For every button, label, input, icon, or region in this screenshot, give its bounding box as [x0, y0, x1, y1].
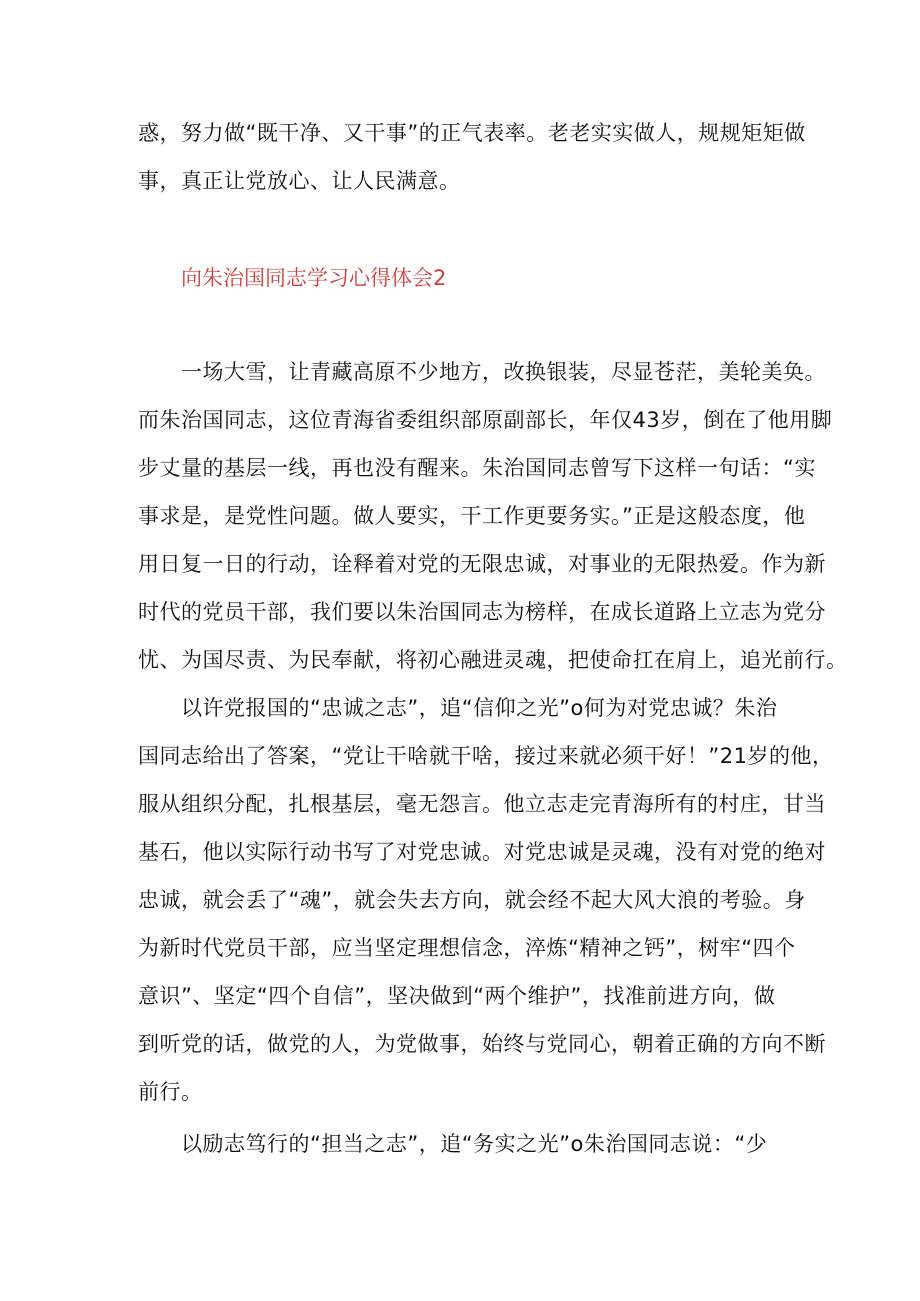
- paragraph-line: 国同志给出了答案，“党让干啥就干啥，接过来就必须干好！”21岁的他，: [138, 744, 834, 768]
- paragraph-2: [138, 684, 834, 1116]
- paragraph-3: [138, 1120, 790, 1168]
- paragraph-line: 基石，他以实际行动书写了对党忠诚。对党忠诚是灵魂，没有对党的绝对: [138, 840, 826, 864]
- paragraph-line: 忠诚，就会丢了“魂”，就会失去方向，就会经不起大风大浪的考验。身: [138, 888, 806, 912]
- paragraph-line: 意识”、坚定“四个自信”，坚决做到“两个维护”，找准前进方向，做: [138, 984, 776, 1008]
- paragraph-line: 以励志笃行的“担当之志”，追“务实之光”o朱治国同志说：“少: [181, 1132, 768, 1156]
- paragraph-line: 用日复一日的行动，诠释着对党的无限忠诚，对事业的无限热爱。作为新: [138, 552, 826, 576]
- paragraph-line: 事，真正让党放心、让人民满意。: [138, 169, 461, 193]
- paragraph-line: 时代的党员干部，我们要以朱治国同志为榜样，在成长道路上立志为党分: [138, 600, 826, 624]
- paragraph-line: 服从组织分配，扎根基层，毫无怨言。他立志走完青海所有的村庄，甘当: [138, 792, 826, 816]
- intro-paragraph: [138, 109, 806, 205]
- paragraph-line: 而朱治国同志，这位青海省委组织部原副部长，年仅43岁，倒在了他用脚: [138, 408, 833, 432]
- section-heading: 向朱治国同志学习心得体会2: [181, 266, 447, 290]
- paragraph-line: 忧、为国尽责、为民奉献，将初心融进灵魂，把使命扛在肩上，追光前行。: [138, 648, 848, 672]
- paragraph-line: 前行。: [138, 1080, 203, 1104]
- paragraph-line: 到听党的话，做党的人，为党做事，始终与党同心，朝着正确的方向不断: [138, 1032, 826, 1056]
- paragraph-line: 事求是，是党性问题。做人要实，干工作更要务实。”正是这般态度，他: [138, 504, 806, 528]
- paragraph-line: 步丈量的基层一线，再也没有醒来。朱治国同志曾写下这样一句话：“实: [138, 456, 816, 480]
- paragraph-line: 一场大雪，让青藏高原不少地方，改换银装，尽显苍茫，美轮美奂。: [181, 360, 826, 384]
- paragraph-1: [138, 348, 848, 684]
- paragraph-line: 惑，努力做“既干净、又干事”的正气表率。老老实实做人，规规矩矩做: [138, 121, 806, 145]
- paragraph-line: 以许党报国的“忠诚之志”，追“信仰之光”o何为对党忠诚？朱治: [181, 696, 778, 720]
- paragraph-line: 为新时代党员干部，应当坚定理想信念，淬炼“精神之钙”，树牢“四个: [138, 936, 796, 960]
